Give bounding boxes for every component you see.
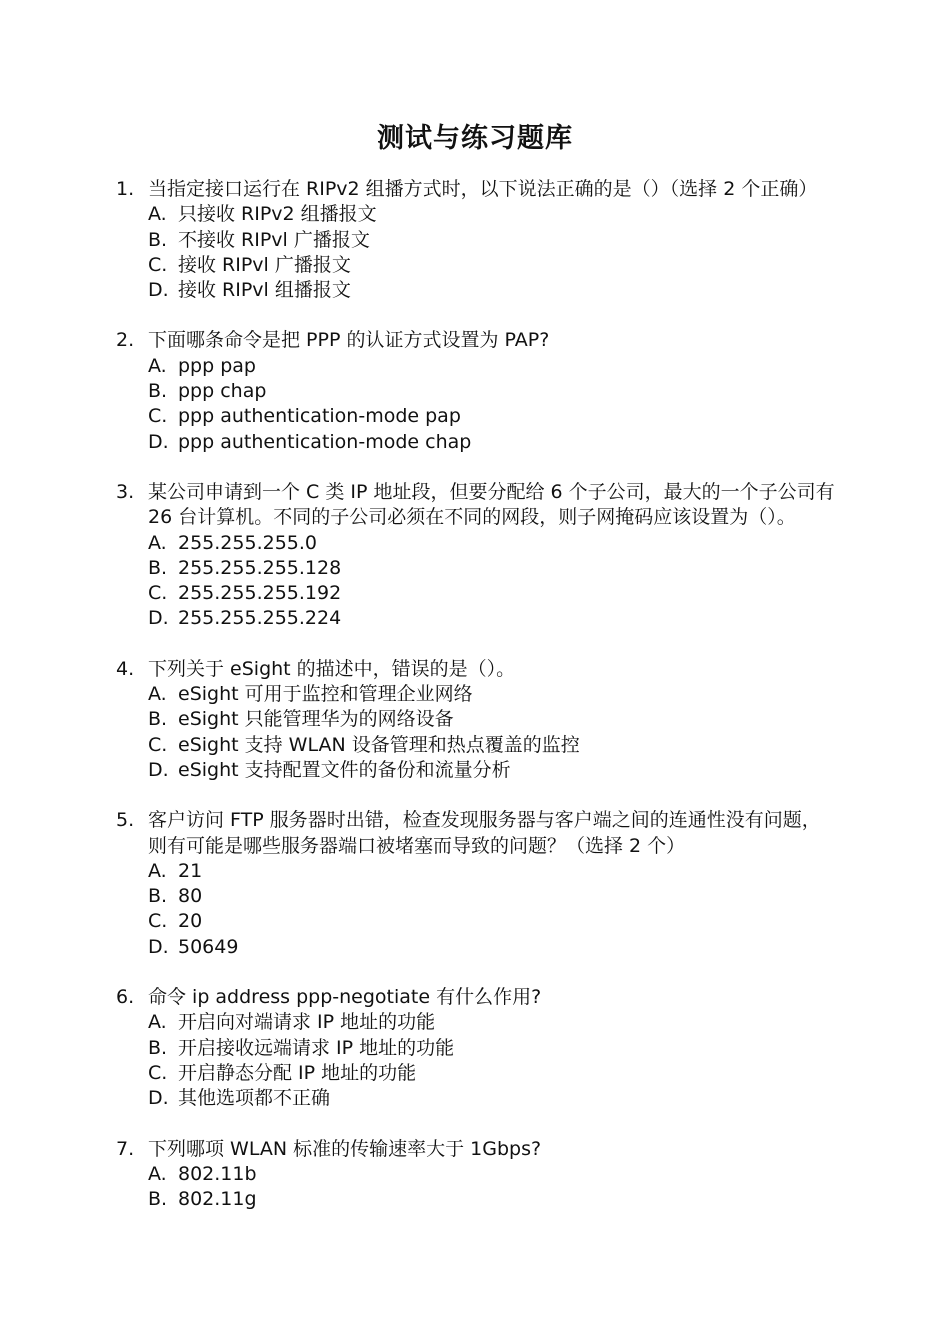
answer-option — [116, 379, 836, 404]
option-text: eSight 只能管理华为的网络设备 — [178, 708, 454, 731]
option-text: eSight 支持配置文件的备份和流量分析 — [178, 758, 511, 781]
question-text: 客户访问 FTP 服务器时出错，检查发现服务器与客户端之间的连通性没有问题，则有可能是哪些服务器端口被堵塞而导致的问题？（选择 2 个） — [148, 809, 821, 857]
option-letter: C. — [148, 910, 168, 933]
answer-option — [116, 278, 836, 303]
answer-option — [116, 859, 836, 884]
option-text: 255.255.255.128 — [178, 556, 342, 579]
answer-option — [116, 1061, 836, 1086]
option-text: 开启静态分配 IP 地址的功能 — [178, 1061, 417, 1084]
answer-option — [116, 606, 836, 631]
option-text: eSight 可用于监控和管理企业网络 — [178, 683, 473, 706]
answer-option — [116, 581, 836, 606]
question-6 — [116, 985, 836, 1111]
answer-option — [116, 531, 836, 556]
option-letter: B. — [148, 1188, 168, 1211]
answer-option — [116, 202, 836, 227]
option-text: 80 — [178, 885, 203, 908]
option-letter: B. — [148, 885, 168, 908]
question-stem — [116, 480, 836, 531]
answer-option — [116, 354, 836, 379]
option-letter: D. — [148, 430, 169, 453]
answer-option — [116, 1086, 836, 1111]
answer-option — [116, 228, 836, 253]
answer-option — [116, 909, 836, 934]
option-text: 接收 RIPvl 广播报文 — [178, 253, 351, 276]
question-number: 1. — [116, 178, 135, 200]
option-text: 255.255.255.224 — [178, 607, 342, 630]
option-text: 21 — [178, 859, 203, 882]
option-letter: C. — [148, 582, 168, 605]
option-letter: B. — [148, 556, 168, 579]
option-letter: D. — [148, 279, 169, 302]
answer-option — [116, 884, 836, 909]
option-letter: C. — [148, 253, 168, 276]
question-number: 5. — [116, 809, 135, 832]
answer-option — [116, 1162, 836, 1187]
option-letter: C. — [148, 1061, 168, 1084]
question-stem — [116, 657, 836, 682]
option-text: 只接收 RIPv2 组播报文 — [178, 203, 377, 226]
option-text: 50649 — [178, 935, 239, 958]
option-letter: A. — [148, 531, 167, 554]
answer-option — [116, 682, 836, 707]
question-text: 命令 ip address ppp-negotiate 有什么作用? — [148, 986, 542, 1009]
answer-option — [116, 253, 836, 278]
option-letter: A. — [148, 683, 167, 706]
question-stem — [116, 985, 836, 1010]
question-text: 下列哪项 WLAN 标准的传输速率大于 1Gbps? — [148, 1137, 542, 1160]
option-letter: A. — [148, 203, 167, 226]
answer-option — [116, 556, 836, 581]
answer-option — [116, 707, 836, 732]
question-stem — [116, 177, 836, 202]
answer-option — [116, 758, 836, 783]
option-letter: D. — [148, 758, 169, 781]
question-number: 7. — [116, 1137, 135, 1160]
answer-option — [116, 935, 836, 960]
question-number: 3. — [116, 480, 135, 503]
answer-option — [116, 733, 836, 758]
option-letter: A. — [148, 354, 167, 377]
question-text: 下列关于 eSight 的描述中，错误的是（）。 — [148, 657, 516, 680]
option-text: 不接收 RIPvl 广播报文 — [178, 228, 370, 251]
document-title: 测试与练习题库 — [377, 123, 573, 154]
option-letter: B. — [148, 380, 168, 403]
option-text: 255.255.255.192 — [178, 582, 342, 605]
question-stem — [116, 328, 836, 353]
answer-option — [116, 1036, 836, 1061]
answer-option — [116, 1187, 836, 1212]
option-text: eSight 支持 WLAN 设备管理和热点覆盖的监控 — [178, 733, 580, 756]
question-3 — [116, 480, 836, 632]
answer-option — [116, 430, 836, 455]
option-text: 开启向对端请求 IP 地址的功能 — [178, 1011, 436, 1034]
question-2 — [116, 328, 836, 454]
option-text: 802.11g — [178, 1188, 257, 1211]
question-7 — [116, 1137, 836, 1213]
question-5 — [116, 808, 836, 960]
option-letter: D. — [148, 1087, 169, 1110]
option-text: 接收 RIPvl 组播报文 — [178, 279, 351, 302]
answer-option — [116, 1010, 836, 1035]
question-number: 2. — [116, 329, 135, 352]
option-text: ppp chap — [178, 380, 267, 403]
option-letter: A. — [148, 1162, 167, 1185]
answer-option — [116, 404, 836, 429]
option-text: 255.255.255.0 — [178, 531, 318, 554]
question-number: 6. — [116, 986, 135, 1009]
option-letter: D. — [148, 607, 169, 630]
option-letter: A. — [148, 859, 167, 882]
option-letter: B. — [148, 228, 168, 251]
question-stem — [116, 808, 836, 859]
option-letter: B. — [148, 1036, 168, 1059]
option-text: ppp authentication-mode pap — [178, 405, 461, 428]
option-text: ppp pap — [178, 354, 256, 377]
option-text: 802.11b — [178, 1162, 257, 1185]
question-text: 下面哪条命令是把 PPP 的认证方式设置为 PAP? — [148, 329, 550, 352]
option-letter: C. — [148, 733, 168, 756]
option-text: 其他选项都不正确 — [178, 1087, 331, 1110]
option-letter: A. — [148, 1011, 167, 1034]
question-text: 当指定接口运行在 RIPv2 组播方式时，以下说法正确的是（）（选择 2 个正确） — [148, 178, 818, 200]
question-number: 4. — [116, 657, 135, 680]
question-stem — [116, 1137, 836, 1162]
question-4 — [116, 657, 836, 783]
option-letter: D. — [148, 935, 169, 958]
option-text: 20 — [178, 910, 203, 933]
option-letter: C. — [148, 405, 168, 428]
question-list — [116, 177, 836, 1237]
option-text: ppp authentication-mode chap — [178, 430, 472, 453]
question-text: 某公司申请到一个 C 类 IP 地址段，但要分配给 6 个子公司，最大的一个子公司有 26 台计算机。不同的子公司必须在不同的网段，则子网掩码应该设置为（）。 — [148, 480, 835, 529]
question-1 — [116, 177, 836, 303]
option-text: 开启接收远端请求 IP 地址的功能 — [178, 1036, 455, 1059]
option-letter: B. — [148, 708, 168, 731]
